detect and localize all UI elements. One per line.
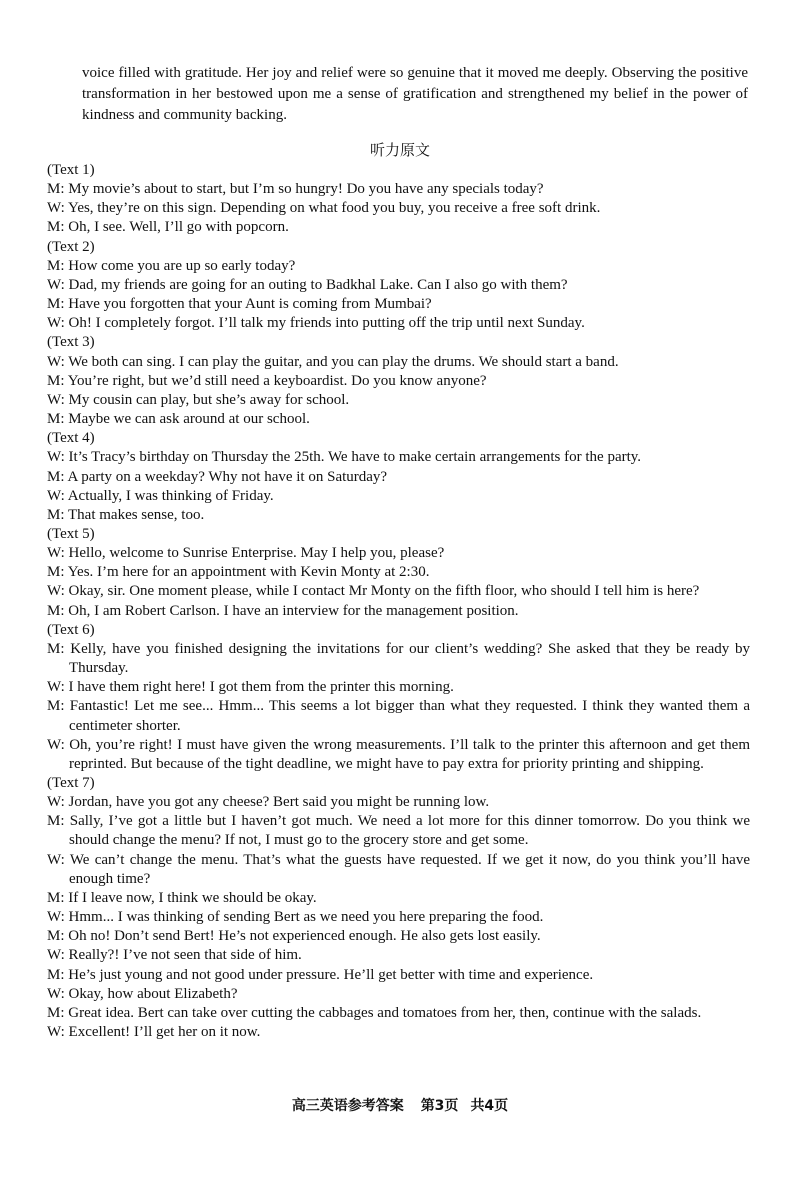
speaker-label: W: [47,1024,65,1041]
speaker-label: W: [47,909,65,926]
speaker-label: M: [47,813,65,830]
dialogue-line [47,199,750,218]
text-label: (Text 3) [47,334,95,351]
speaker-label: M: [47,257,65,274]
speaker-label: W: [47,449,65,466]
dialogue-text: Sally, I’ve got a little but I haven’t got much. We need a lot more for this dinner tomorrow. Do you think we should change the menu? If not, I must go to the grocery store and get some. [69,813,751,849]
dialogue-line [47,697,750,735]
dialogue-line [47,908,750,927]
speaker-label: W: [47,487,65,504]
dialogue-text: If I leave now, I think we should be okay. [68,889,317,906]
speaker-label: M: [47,889,65,906]
speaker-label: W: [47,276,65,293]
dialogue-text: I have them right here! I got them from the printer this morning. [68,679,454,696]
speaker-label: M: [47,506,65,523]
dialogue-text: How come you are up so early today? [68,257,296,274]
dialogue-text: Maybe we can ask around at our school. [68,411,310,428]
dialogue-line [47,793,750,812]
text-label: (Text 4) [47,430,95,447]
dialogue-text: Fantastic! Let me see... Hmm... This seems a lot bigger than what they requested. I think they wanted them a centimeter shorter. [69,698,750,734]
speaker-label: W: [47,545,65,562]
dialogue-line [47,678,750,697]
dialogue-text: Jordan, have you got any cheese? Bert said you might be running low. [68,794,490,811]
dialogue-text: Hmm... I was thinking of sending Bert as we need you here preparing the food. [68,909,544,926]
dialogue-line [47,985,750,1004]
dialogue-text: Oh, I am Robert Carlson. I have an interview for the management position. [68,602,519,619]
footer-page-number: 第3页 [420,1098,459,1114]
speaker-label: M: [47,181,65,198]
dialogue-text: Okay, sir. One moment please, while I contact Mr Monty on the fifth floor, who should I tell him is here? [68,583,700,600]
speaker-label: W: [47,851,65,868]
speaker-label: M: [47,966,65,983]
speaker-label: W: [47,736,65,753]
dialogue-text: It’s Tracy’s birthday on Thursday the 25th. We have to make certain arrangements for the party. [68,449,642,466]
dialogue-line [47,640,750,678]
dialogue-line [47,448,750,467]
dialogue-line [47,1004,750,1023]
dialogue-line [47,602,750,621]
dialogue-text: Actually, I was thinking of Friday. [67,487,274,504]
speaker-label: W: [47,947,65,964]
speaker-label: W: [47,391,65,408]
speaker-label: W: [47,200,65,217]
dialogue-line [47,812,750,850]
dialogue-line [47,276,750,295]
speaker-label: M: [47,564,65,581]
text-label: (Text 5) [47,525,95,542]
dialogue-text: Yes, they’re on this sign. Depending on what food you buy, you receive a free soft drink. [67,200,601,217]
intro-paragraph: voice filled with gratitude. Her joy and relief were so genuine that it moved me deeply. Observing the positive transformation in her bestowed upon me a sense of gratification and strengthened my belief in the power of kindness and community backing. [82,65,748,123]
dialogue-text: Oh, you’re right! I must have given the wrong measurements. I’ll talk to the printer this afternoon and get them reprinted. But because of the tight deadline, we might have to pay extra for priority printing and shipping. [69,736,751,772]
dialogue-text: We both can sing. I can play the guitar, and you can play the drums. We should start a band. [68,353,619,370]
dialogue-text: My cousin can play, but she’s away for school. [68,391,350,408]
text-label: (Text 6) [47,621,95,638]
text-label: (Text 1) [47,162,95,178]
speaker-label: M: [47,640,65,657]
dialogue-line [47,218,750,237]
dialogue-line [47,563,750,582]
speaker-label: M: [47,1004,65,1021]
dialogue-text: Okay, how about Elizabeth? [68,985,238,1002]
dialogue-text: Hello, welcome to Sunrise Enterprise. May I help you, please? [68,545,445,562]
dialogue-line [47,410,750,429]
dialogue-line [47,391,750,410]
dialogue-text: Excellent! I’ll get her on it now. [68,1024,261,1041]
transcript [47,161,750,1042]
text-label: (Text 7) [47,775,95,791]
dialogue-line [47,180,750,199]
speaker-label: M: [47,411,65,428]
dialogue-line [47,544,750,563]
speaker-label: M: [47,468,65,485]
dialogue-line [47,295,750,314]
dialogue-text: Yes. I’m here for an appointment with Kevin Monty at 2:30. [67,564,430,581]
dialogue-line [47,582,750,601]
dialogue-text: Oh, I see. Well, I’ll go with popcorn. [68,219,289,236]
dialogue-line [47,314,750,333]
dialogue-text: You’re right, but we’d still need a keyboardist. Do you know anyone? [67,372,487,389]
dialogue-line [47,927,750,946]
dialogue-text: That makes sense, too. [68,506,205,523]
dialogue-line [47,506,750,525]
dialogue-line [47,1023,750,1042]
dialogue-text: Dad, my friends are going for an outing to Badkhal Lake. Can I also go with them? [68,276,568,293]
footer-doc-title: 高三英语参考答案 [291,1098,404,1114]
dialogue-line [47,851,750,889]
dialogue-text: Have you forgotten that your Aunt is coming from Mumbai? [68,296,432,313]
dialogue-text: We can’t change the menu. That’s what the guests have requested. If we get it now, do you think you’ll have enough time? [69,851,750,887]
dialogue-line [47,946,750,965]
dialogue-text: Kelly, have you finished designing the invitations for our client’s wedding? She asked that they be ready by Thursday. [69,640,751,677]
footer-total-pages: 共4页 [470,1098,509,1114]
speaker-label: M: [47,602,65,619]
speaker-label: W: [47,679,65,696]
speaker-label: M: [47,928,65,945]
dialogue-text: He’s just young and not good under pressure. He’ll get better with time and experience. [68,966,594,983]
dialogue-text: Oh! I completely forgot. I’ll talk my friends into putting off the trip until next Sunday. [68,315,585,332]
speaker-label: W: [47,353,65,370]
speaker-label: M: [47,698,65,715]
dialogue-line [47,736,750,774]
speaker-label: M: [47,296,65,313]
speaker-label: M: [47,372,65,389]
speaker-label: W: [47,583,65,600]
text-label: (Text 2) [47,238,95,255]
dialogue-line [47,468,750,487]
section-title: 听力原文 [369,141,430,159]
dialogue-line [47,353,750,372]
dialogue-line [47,257,750,276]
dialogue-line [47,487,750,506]
dialogue-text: My movie’s about to start, but I’m so hungry! Do you have any specials today? [68,181,544,198]
page-footer [0,1095,800,1115]
dialogue-line [47,889,750,908]
speaker-label: W: [47,794,65,811]
dialogue-text: Great idea. Bert can take over cutting the cabbages and tomatoes from her, then, continue with the salads. [68,1004,702,1021]
speaker-label: W: [47,315,65,332]
dialogue-line [47,966,750,985]
speaker-label: M: [47,219,65,236]
dialogue-text: A party on a weekday? Why not have it on Saturday? [67,468,388,485]
dialogue-text: Really?! I’ve not seen that side of him. [68,947,302,964]
speaker-label: W: [47,985,65,1002]
dialogue-line [47,372,750,391]
dialogue-text: Oh no! Don’t send Bert! He’s not experienced enough. He also gets lost easily. [68,928,541,945]
